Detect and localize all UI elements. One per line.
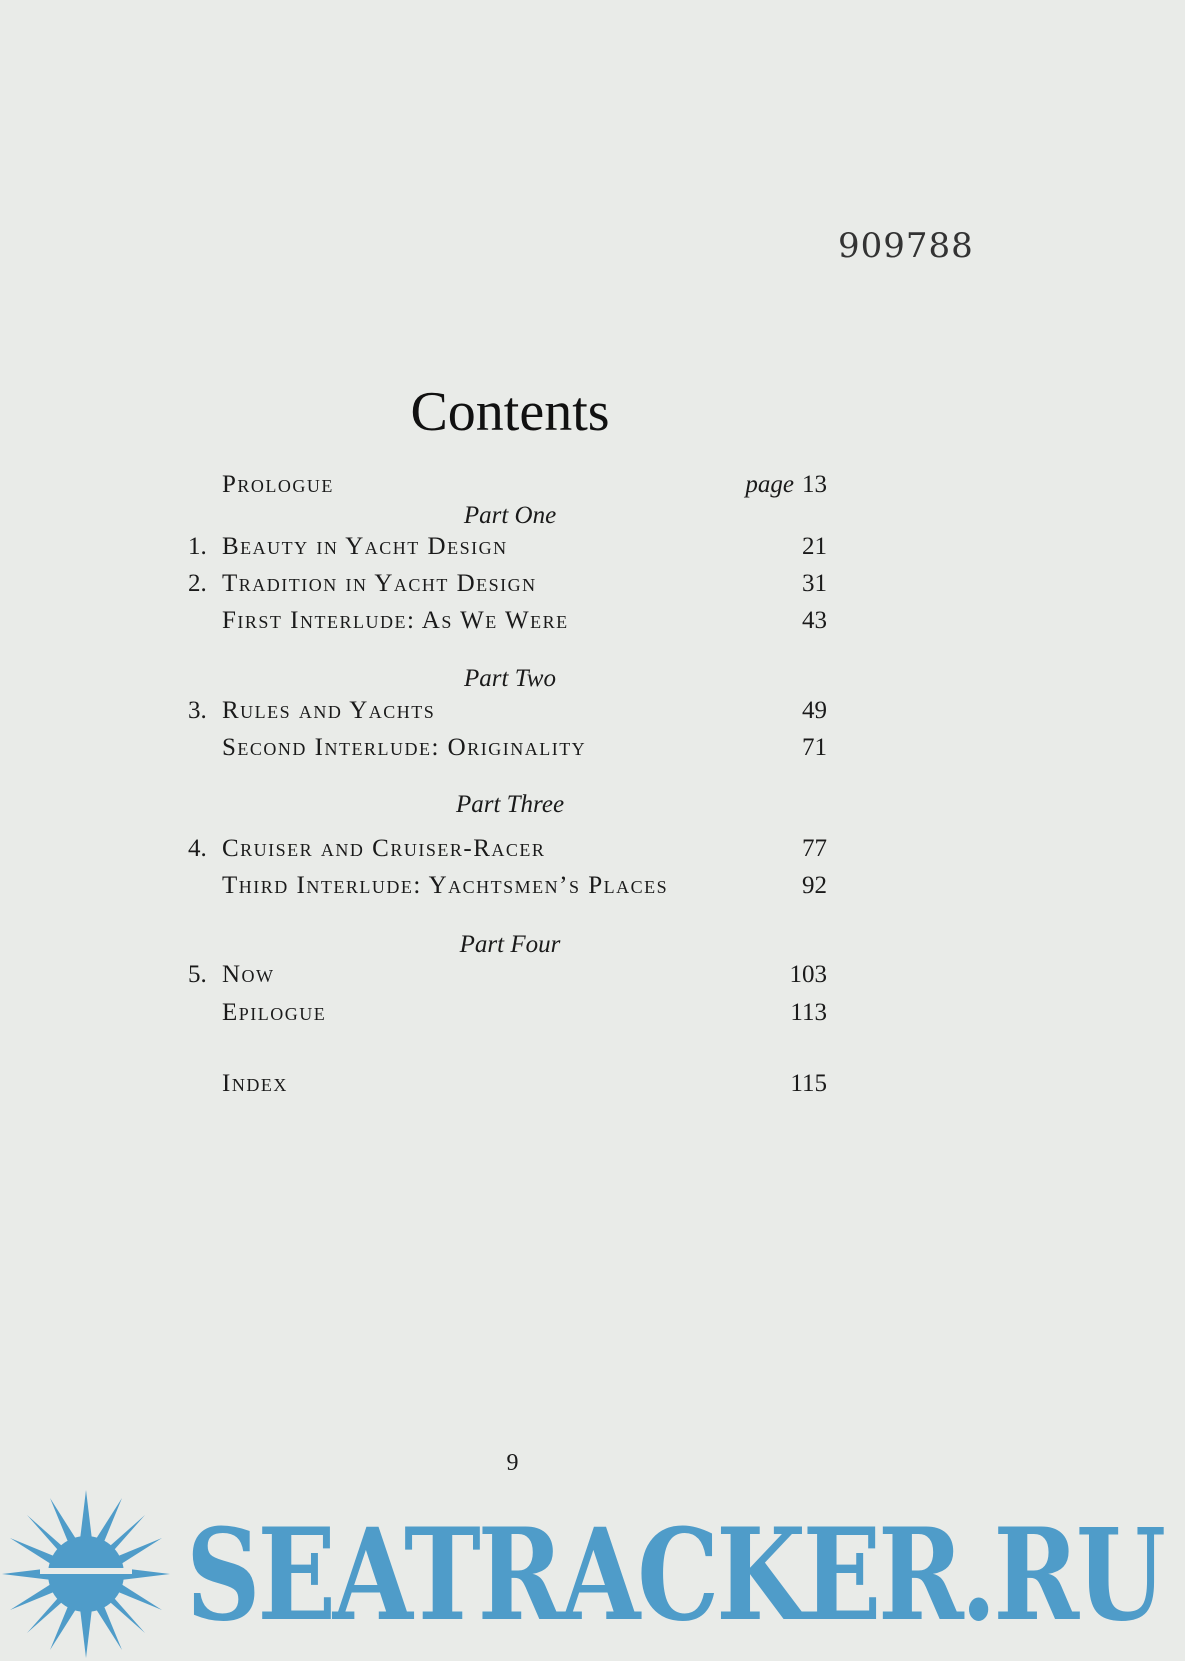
- page-title: Contents: [410, 381, 610, 443]
- toc-entry-page: 49: [802, 697, 827, 724]
- toc-entry-label: Cruiser and Cruiser-Racer: [222, 835, 546, 862]
- toc-entry: [0, 468, 1185, 502]
- watermark-text: SEATRACKER.RU: [186, 1501, 1163, 1649]
- toc-entry-label: Tradition in Yacht Design: [222, 570, 537, 597]
- toc-entry: [0, 958, 1185, 992]
- toc-entry-label: Epilogue: [222, 999, 327, 1026]
- toc-entry-label: Rules and Yachts: [222, 697, 436, 724]
- toc-entry-page: 115: [790, 1070, 827, 1097]
- toc-entry: [0, 832, 1185, 866]
- toc-entry-number: 3.: [188, 697, 207, 724]
- part-heading: Part Four: [459, 931, 561, 958]
- part-heading: Part Three: [455, 791, 565, 818]
- toc-entry-page: 77: [802, 835, 827, 862]
- toc-entry-label: Third Interlude: Yachtsmen’s Places: [222, 872, 669, 899]
- toc-entry-label: Beauty in Yacht Design: [222, 533, 508, 560]
- toc-entry-number: 4.: [188, 835, 207, 862]
- toc-entry-page: 103: [789, 961, 827, 988]
- toc-entry: [0, 530, 1185, 564]
- toc-entry: [0, 869, 1185, 903]
- toc-entry: [0, 1067, 1185, 1101]
- toc-entry-label: Prologue: [222, 471, 334, 498]
- page-number: 9: [506, 1450, 519, 1476]
- toc-entry-label: Now: [222, 961, 275, 988]
- toc-entry: [0, 996, 1185, 1030]
- toc-entry-page: 21: [802, 533, 827, 560]
- toc-entry-number: 1.: [188, 533, 207, 560]
- toc-entry-page: 71: [802, 734, 827, 761]
- toc-entry-label: Second Interlude: Originality: [222, 734, 587, 761]
- toc-entry: [0, 731, 1185, 765]
- toc-entry-label: First Interlude: As We Were: [222, 607, 569, 634]
- toc-entry-label: Index: [222, 1070, 288, 1097]
- toc-entry-number: 5.: [188, 961, 207, 988]
- page-word: page: [745, 471, 794, 498]
- toc-entry-page: 43: [802, 607, 827, 634]
- toc-entry-page: 92: [802, 872, 827, 899]
- part-heading: Part Two: [464, 665, 556, 692]
- toc-entry-page: page 13: [745, 471, 827, 498]
- toc-entry-number: 2.: [188, 570, 207, 597]
- toc-entry: [0, 604, 1185, 638]
- part-heading: Part One: [463, 502, 557, 529]
- accession-stamp: 909788: [838, 226, 974, 266]
- toc-entry-page: 31: [802, 570, 827, 597]
- toc-entry: [0, 694, 1185, 728]
- toc-entry-page: 113: [790, 999, 827, 1026]
- toc-entry: [0, 567, 1185, 601]
- sun-icon: [0, 1488, 172, 1660]
